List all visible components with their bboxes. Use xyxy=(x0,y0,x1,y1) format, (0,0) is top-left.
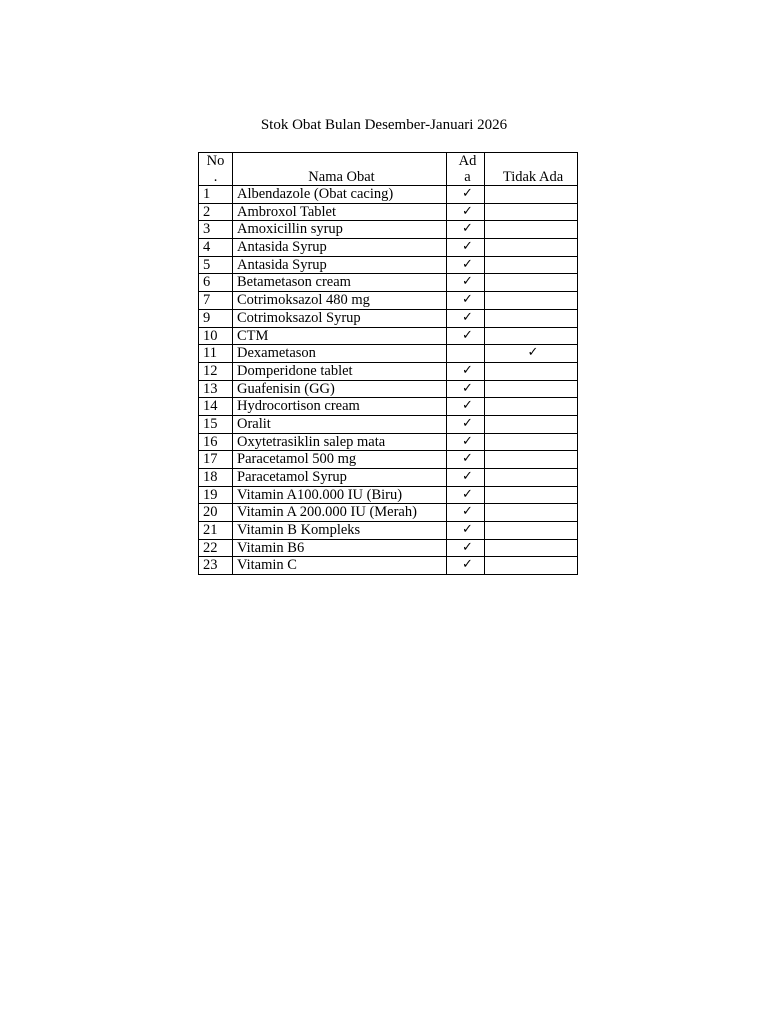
row-number: 20 xyxy=(199,504,233,522)
header-ada-line2: a xyxy=(464,169,471,185)
medicine-name: Domperidone tablet xyxy=(233,362,447,380)
table-row xyxy=(199,539,578,557)
row-number: 1 xyxy=(199,186,233,204)
medicine-name: Vitamin C xyxy=(233,557,447,575)
row-number: 2 xyxy=(199,203,233,221)
table-row xyxy=(199,327,578,345)
ada-check-mark: ✓ xyxy=(447,415,485,433)
medicine-stock-table xyxy=(198,152,578,575)
ada-check-mark: ✓ xyxy=(447,327,485,345)
table-row xyxy=(199,345,578,363)
tidak-ada-check-mark xyxy=(485,469,578,487)
table-row xyxy=(199,486,578,504)
table-row xyxy=(199,256,578,274)
row-number: 22 xyxy=(199,539,233,557)
ada-check-mark: ✓ xyxy=(447,504,485,522)
ada-check-mark: ✓ xyxy=(447,398,485,416)
table-row xyxy=(199,221,578,239)
header-ada xyxy=(447,153,485,186)
row-number: 11 xyxy=(199,345,233,363)
tidak-ada-check-mark xyxy=(485,433,578,451)
tidak-ada-check-mark xyxy=(485,292,578,310)
row-number: 14 xyxy=(199,398,233,416)
row-number: 10 xyxy=(199,327,233,345)
medicine-name: Paracetamol 500 mg xyxy=(233,451,447,469)
tidak-ada-check-mark xyxy=(485,203,578,221)
table-row xyxy=(199,292,578,310)
ada-check-mark: ✓ xyxy=(447,469,485,487)
table-row xyxy=(199,504,578,522)
ada-check-mark: ✓ xyxy=(447,239,485,257)
tidak-ada-check-mark xyxy=(485,309,578,327)
ada-check-mark: ✓ xyxy=(447,221,485,239)
row-number: 5 xyxy=(199,256,233,274)
tidak-ada-check-mark: ✓ xyxy=(485,345,578,363)
row-number: 9 xyxy=(199,309,233,327)
ada-check-mark: ✓ xyxy=(447,292,485,310)
header-ada-line1: Ad xyxy=(458,153,477,169)
tidak-ada-check-mark xyxy=(485,380,578,398)
medicine-name: Hydrocortison cream xyxy=(233,398,447,416)
tidak-ada-check-mark xyxy=(485,557,578,575)
ada-check-mark xyxy=(447,345,485,363)
medicine-name: Oxytetrasiklin salep mata xyxy=(233,433,447,451)
medicine-name: Vitamin A100.000 IU (Biru) xyxy=(233,486,447,504)
table-row xyxy=(199,469,578,487)
medicine-name: Vitamin B Kompleks xyxy=(233,522,447,540)
tidak-ada-check-mark xyxy=(485,256,578,274)
tidak-ada-check-mark xyxy=(485,522,578,540)
header-nama-obat: Nama Obat xyxy=(233,153,447,186)
tidak-ada-check-mark xyxy=(485,539,578,557)
tidak-ada-check-mark xyxy=(485,398,578,416)
row-number: 15 xyxy=(199,415,233,433)
table-row xyxy=(199,274,578,292)
table-row xyxy=(199,557,578,575)
ada-check-mark: ✓ xyxy=(447,557,485,575)
table-row xyxy=(199,362,578,380)
medicine-name: Cotrimoksazol 480 mg xyxy=(233,292,447,310)
header-no xyxy=(199,153,233,186)
document-title: Stok Obat Bulan Desember-Januari 2026 xyxy=(260,117,508,133)
ada-check-mark: ✓ xyxy=(447,380,485,398)
table-row xyxy=(199,451,578,469)
table-row xyxy=(199,398,578,416)
medicine-name: Cotrimoksazol Syrup xyxy=(233,309,447,327)
tidak-ada-check-mark xyxy=(485,221,578,239)
row-number: 18 xyxy=(199,469,233,487)
row-number: 19 xyxy=(199,486,233,504)
medicine-name: CTM xyxy=(233,327,447,345)
ada-check-mark: ✓ xyxy=(447,522,485,540)
table-row xyxy=(199,239,578,257)
tidak-ada-check-mark xyxy=(485,451,578,469)
ada-check-mark: ✓ xyxy=(447,451,485,469)
tidak-ada-check-mark xyxy=(485,274,578,292)
medicine-name: Antasida Syrup xyxy=(233,256,447,274)
ada-check-mark: ✓ xyxy=(447,186,485,204)
table-row xyxy=(199,415,578,433)
medicine-name: Amoxicillin syrup xyxy=(233,221,447,239)
tidak-ada-check-mark xyxy=(485,362,578,380)
ada-check-mark: ✓ xyxy=(447,539,485,557)
row-number: 13 xyxy=(199,380,233,398)
ada-check-mark: ✓ xyxy=(447,486,485,504)
medicine-name: Betametason cream xyxy=(233,274,447,292)
medicine-name: Albendazole (Obat cacing) xyxy=(233,186,447,204)
tidak-ada-check-mark xyxy=(485,327,578,345)
table-row xyxy=(199,380,578,398)
tidak-ada-check-mark xyxy=(485,504,578,522)
header-tidak-ada: Tidak Ada xyxy=(485,153,578,186)
header-no-line2: . xyxy=(213,169,218,185)
tidak-ada-check-mark xyxy=(485,186,578,204)
row-number: 3 xyxy=(199,221,233,239)
row-number: 16 xyxy=(199,433,233,451)
medicine-name: Ambroxol Tablet xyxy=(233,203,447,221)
row-number: 17 xyxy=(199,451,233,469)
row-number: 23 xyxy=(199,557,233,575)
ada-check-mark: ✓ xyxy=(447,256,485,274)
table-row xyxy=(199,522,578,540)
table-row xyxy=(199,186,578,204)
ada-check-mark: ✓ xyxy=(447,203,485,221)
ada-check-mark: ✓ xyxy=(447,362,485,380)
medicine-name: Guafenisin (GG) xyxy=(233,380,447,398)
ada-check-mark: ✓ xyxy=(447,274,485,292)
medicine-name: Oralit xyxy=(233,415,447,433)
row-number: 7 xyxy=(199,292,233,310)
ada-check-mark: ✓ xyxy=(447,433,485,451)
medicine-name: Paracetamol Syrup xyxy=(233,469,447,487)
tidak-ada-check-mark xyxy=(485,239,578,257)
medicine-name: Antasida Syrup xyxy=(233,239,447,257)
table-row xyxy=(199,309,578,327)
ada-check-mark: ✓ xyxy=(447,309,485,327)
row-number: 12 xyxy=(199,362,233,380)
medicine-name: Dexametason xyxy=(233,345,447,363)
table-row xyxy=(199,203,578,221)
row-number: 21 xyxy=(199,522,233,540)
medicine-name: Vitamin A 200.000 IU (Merah) xyxy=(233,504,447,522)
tidak-ada-check-mark xyxy=(485,486,578,504)
tidak-ada-check-mark xyxy=(485,415,578,433)
table-row xyxy=(199,433,578,451)
table-body xyxy=(199,153,578,575)
row-number: 4 xyxy=(199,239,233,257)
medicine-name: Vitamin B6 xyxy=(233,539,447,557)
table-header-row xyxy=(199,153,578,186)
row-number: 6 xyxy=(199,274,233,292)
header-no-line1: No xyxy=(206,153,225,169)
